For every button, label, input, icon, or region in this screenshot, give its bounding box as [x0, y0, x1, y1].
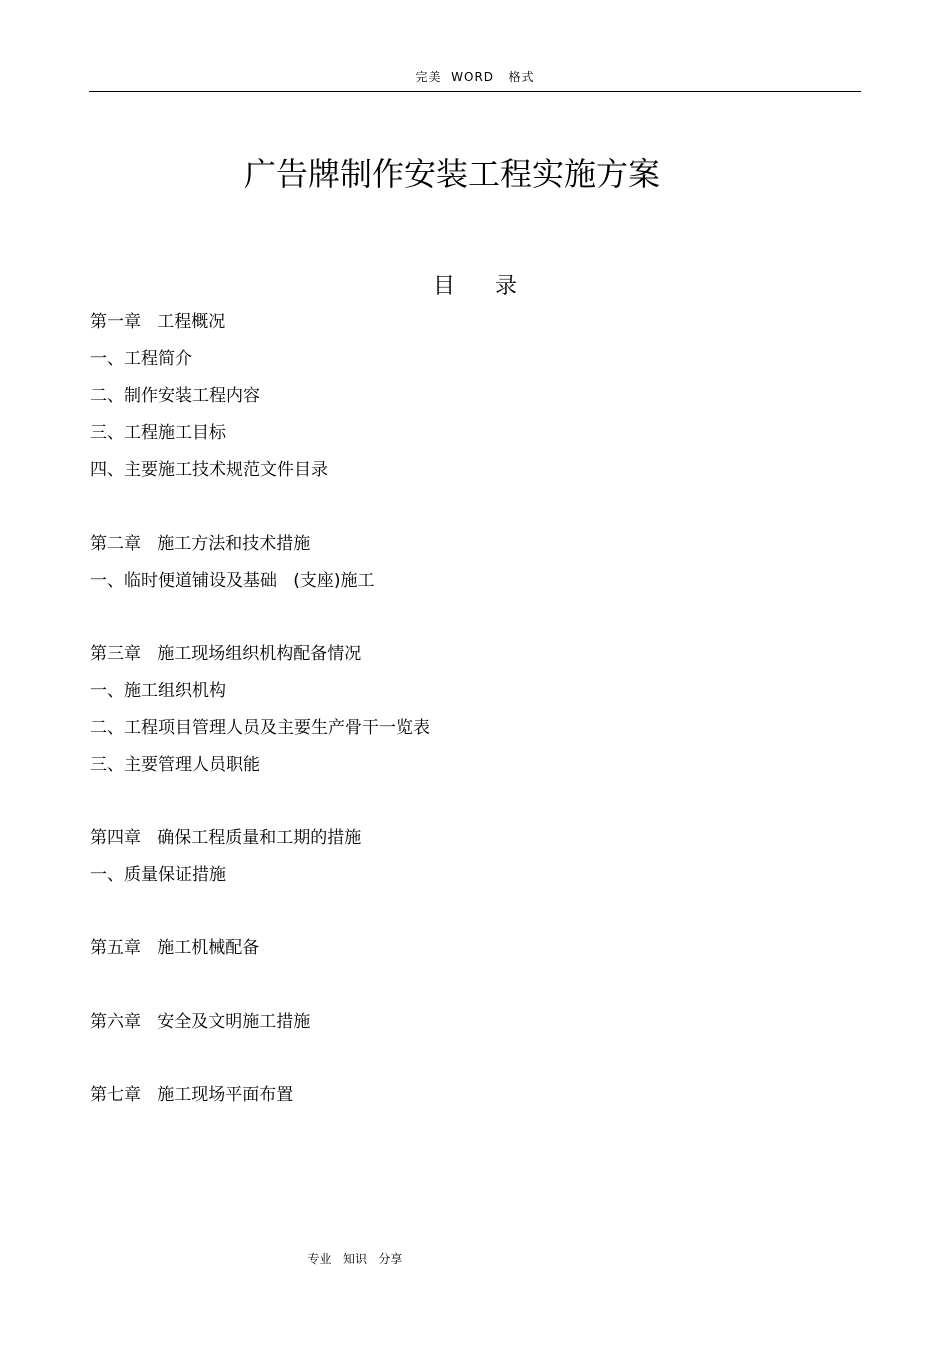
- toc-item-3-3: 三、主要管理人员职能: [90, 755, 260, 775]
- toc-item-1-3: 三、工程施工目标: [90, 423, 226, 443]
- toc-chapter-5: 第五章 施工机械配备: [90, 938, 260, 958]
- page-footer: 专业 知识 分享: [307, 1252, 403, 1266]
- toc-chapter-1: 第一章 工程概况: [90, 312, 226, 332]
- toc-chapter-2: 第二章 施工方法和技术措施: [90, 534, 311, 554]
- toc-heading: 目录: [432, 274, 557, 299]
- toc-chapter-6: 第六章 安全及文明施工措施: [90, 1012, 311, 1032]
- toc-item-1-2: 二、制作安装工程内容: [90, 386, 260, 406]
- toc-chapter-7: 第七章 施工现场平面布置: [90, 1085, 294, 1105]
- toc-chapter-3: 第三章 施工现场组织机构配备情况: [90, 644, 362, 664]
- toc-item-4-1: 一、质量保证措施: [90, 865, 226, 885]
- toc-item-2-1: 一、临时便道铺设及基础 (支座)施工: [90, 571, 375, 591]
- toc-item-3-2: 二、工程项目管理人员及主要生产骨干一览表: [90, 718, 430, 738]
- document-title: 广告牌制作安装工程实施方案: [243, 155, 660, 193]
- header-rule: [89, 91, 861, 92]
- toc-item-1-1: 一、工程简介: [90, 349, 192, 369]
- toc-item-3-1: 一、施工组织机构: [90, 681, 226, 701]
- toc-chapter-4: 第四章 确保工程质量和工期的措施: [90, 828, 362, 848]
- page-header: 完美 WORD 格式: [415, 70, 535, 84]
- toc-item-1-4: 四、主要施工技术规范文件目录: [90, 460, 328, 480]
